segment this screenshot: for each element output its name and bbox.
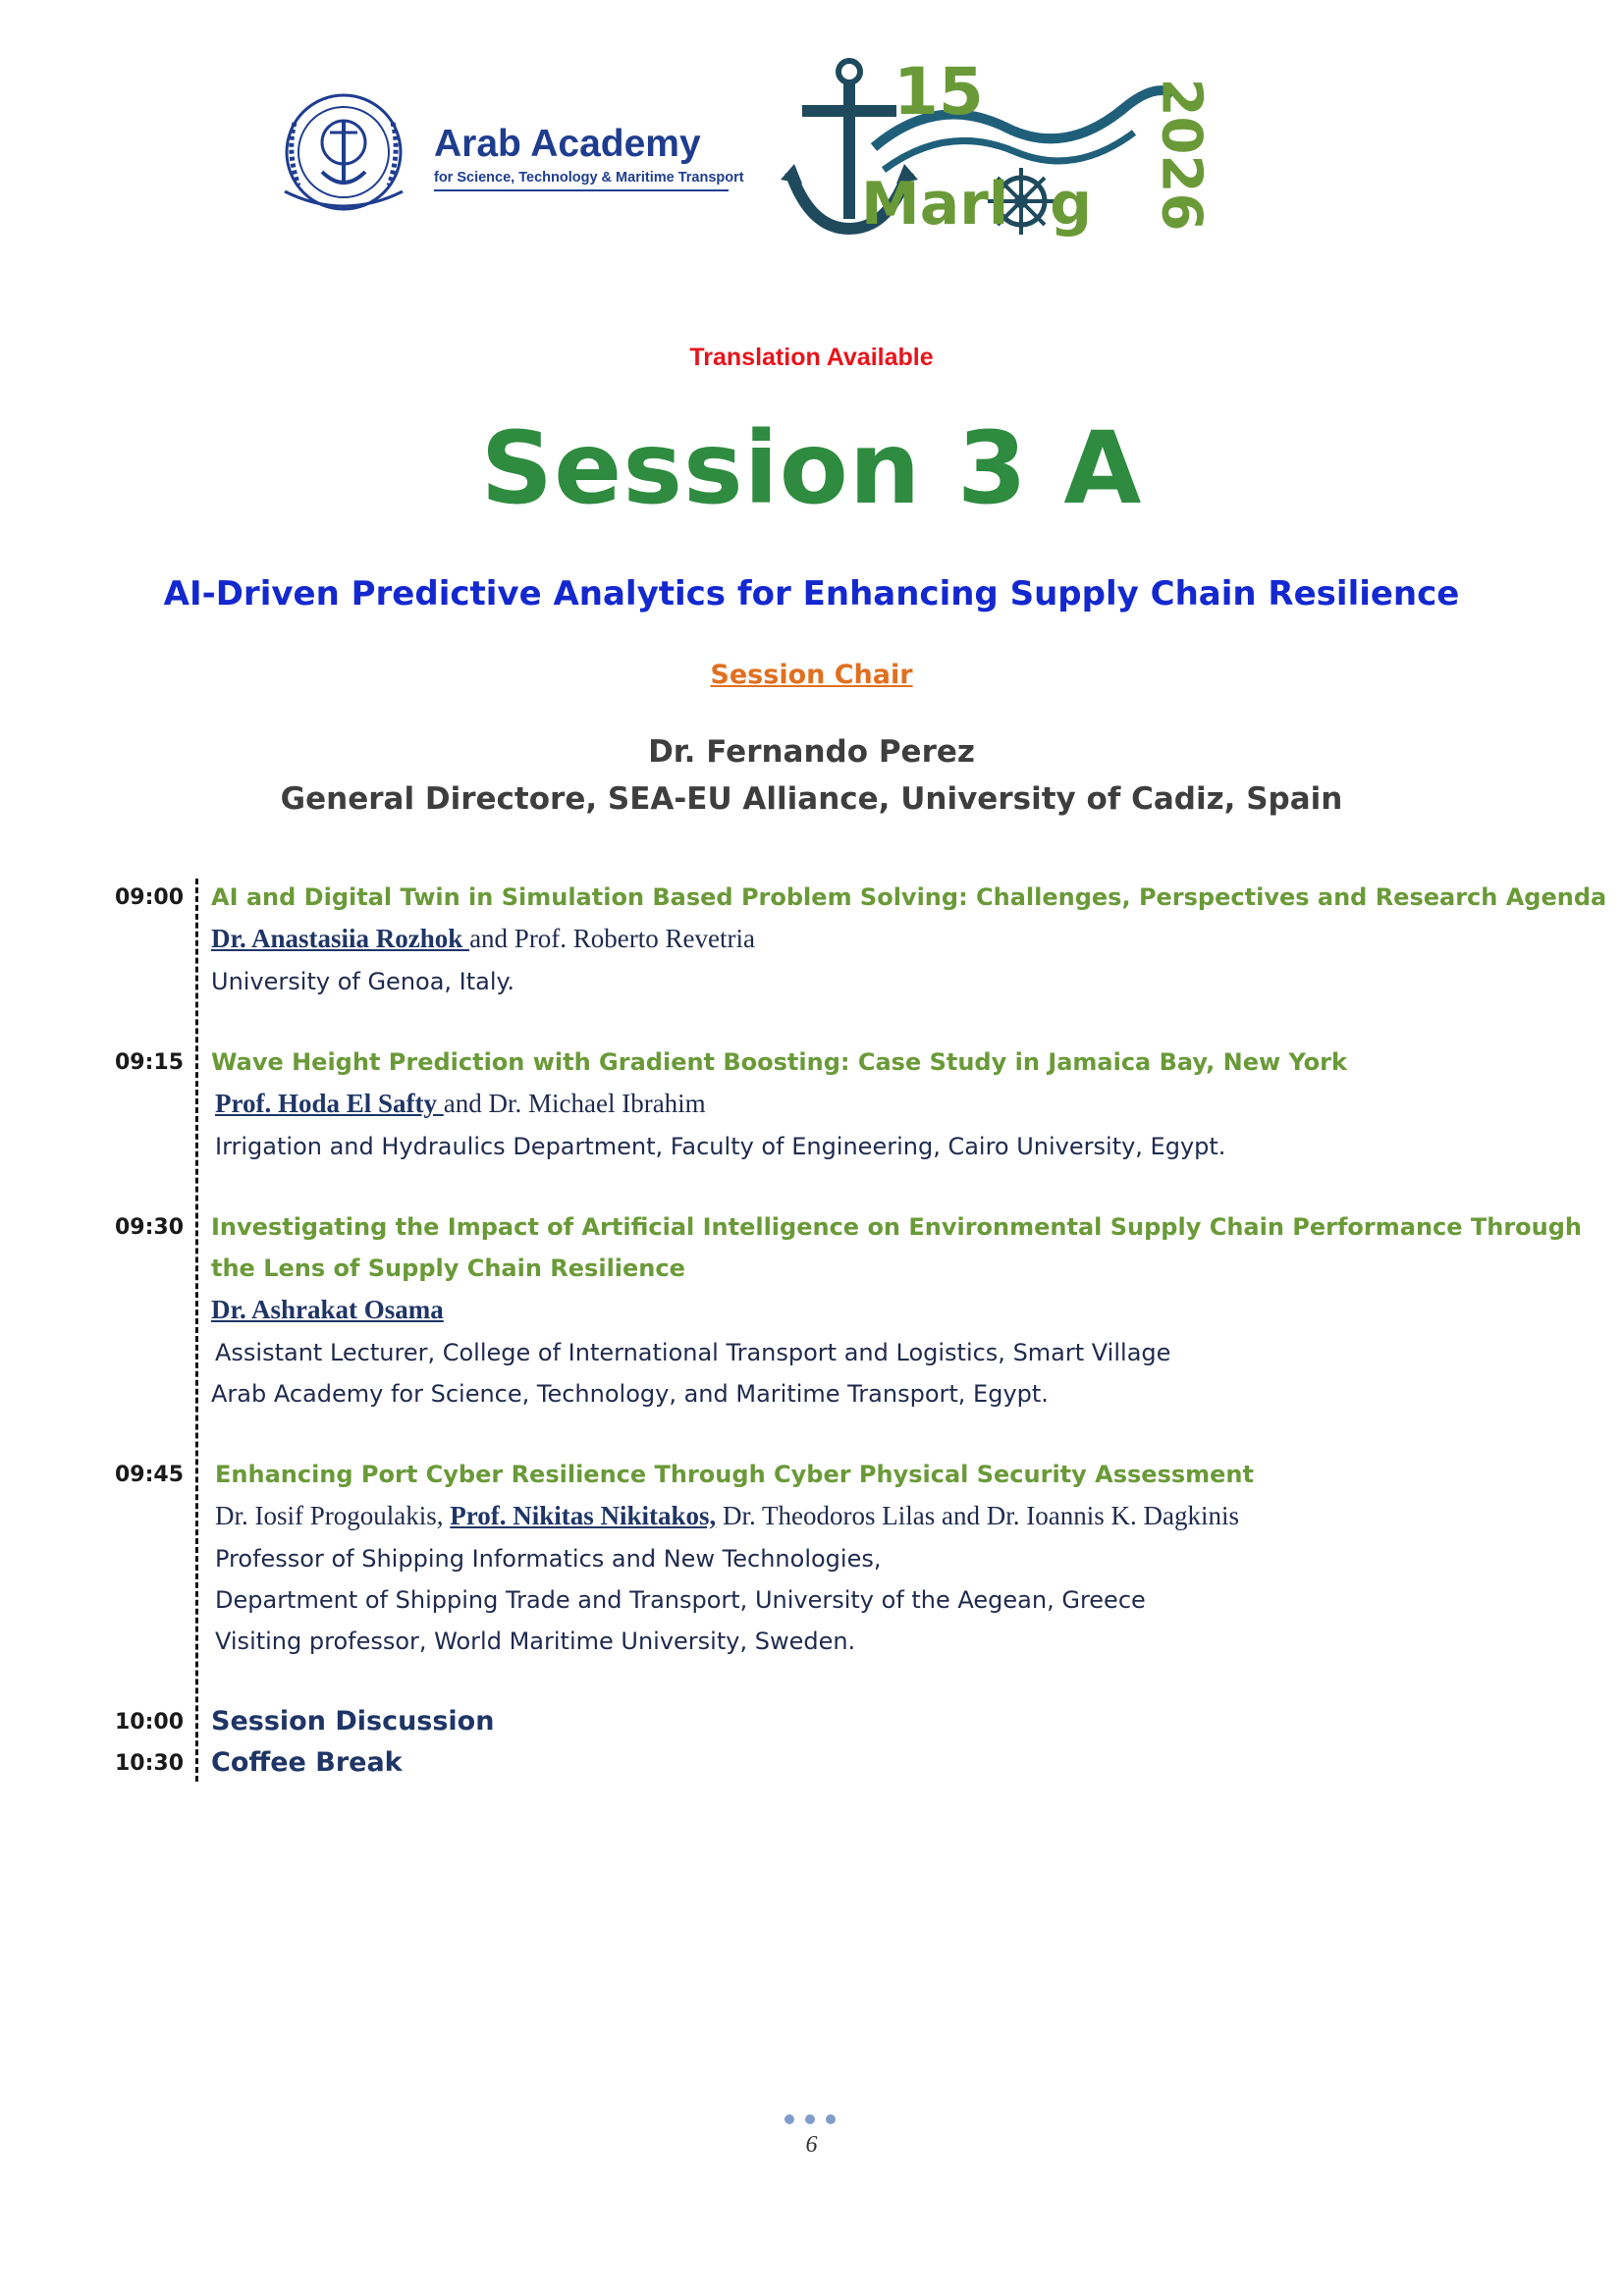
talk-affiliation-continued: Visiting professor, World Maritime University, Sweden. [215,1628,856,1655]
talk-affiliation-continued: Department of Shipping Trade and Transport, University of the Aegean, Greece [215,1586,1146,1614]
talk-affiliation: Irrigation and Hydraulics Department, Faculty of Engineering, Cairo University, Egypt. [215,1133,1226,1160]
coffee-break-label: Coffee Break [211,1747,403,1778]
session-discussion-label: Session Discussion [211,1706,495,1736]
ellipsis-icon [781,2112,839,2126]
talk-affiliation-continued: Arab Academy for Science, Technology, and Maritime Transport, Egypt. [211,1380,1049,1408]
marlog-year: 2026 [1149,78,1214,232]
session-chair-affiliation: General Directore, SEA-EU Alliance, University of Cadiz, Spain [280,781,1343,817]
presenter-name: Dr. Ashrakat Osama [211,1295,444,1324]
discussion-time: 10:00 [115,1710,185,1735]
talk-authors [215,1089,706,1119]
session-chair-label: Session Chair [710,660,913,690]
coauthors: and Prof. Roberto Revetria [469,924,755,953]
talk-authors [215,1501,1239,1531]
aast-title: Arab Academy [434,123,701,165]
talk-title: Wave Height Prediction with Gradient Boosting: Case Study in Jamaica Bay, New York [211,1048,1347,1076]
session-title: Session 3 A [480,410,1143,527]
presenter-name: Prof. Nikitas Nikitakos, [450,1501,717,1530]
aast-subtitle: for Science, Technology & Maritime Transport [434,170,744,186]
presenter-name: Dr. Anastasiia Rozhok [211,924,470,953]
talk-affiliation: Professor of Shipping Informatics and New Technologies, [215,1545,882,1573]
talk-time: 09:15 [115,1050,185,1075]
talk-authors [211,1295,444,1325]
session-chair-name: Dr. Fernando Perez [648,734,975,770]
marlog-word: Marl g [861,170,1093,239]
presenter-name: Prof. Hoda El Safty [215,1089,444,1118]
talk-title: Enhancing Port Cyber Resilience Through Cyber Physical Security Assessment [215,1461,1254,1488]
timeline-divider [195,879,198,1782]
talk-authors [211,924,755,954]
coauthors: Dr. Theodoros Lilas and Dr. Ioannis K. Dagkinis [716,1501,1239,1530]
aast-logo [265,83,744,221]
coauthors: and Dr. Michael Ibrahim [443,1089,706,1118]
marlog-number: 15 [893,54,984,130]
aast-divider [434,189,729,191]
coffee-break-time: 10:30 [115,1751,185,1776]
talk-affiliation: University of Genoa, Italy. [211,968,514,995]
talk-title: AI and Digital Twin in Simulation Based Problem Solving: Challenges, Perspectives and Research Agenda [211,883,1607,911]
translation-note: Translation Available [689,344,934,371]
page-number: 6 [805,2132,818,2158]
session-subtitle: AI-Driven Predictive Analytics for Enhancing Supply Chain Resilience [163,574,1460,614]
coauthors-before: Dr. Iosif Progoulakis, [215,1501,451,1530]
talk-title-continued: the Lens of Supply Chain Resilience [211,1255,685,1282]
talk-time: 09:00 [115,885,185,910]
talk-time: 09:45 [115,1463,185,1487]
talk-affiliation: Assistant Lecturer, College of International Transport and Logistics, Smart Village [215,1339,1171,1366]
aast-emblem-icon [265,83,432,221]
talk-title: Investigating the Impact of Artificial Intelligence on Environmental Supply Chain Performance Through [211,1213,1583,1241]
talk-time: 09:30 [115,1215,185,1240]
marlog-logo [781,54,1214,240]
